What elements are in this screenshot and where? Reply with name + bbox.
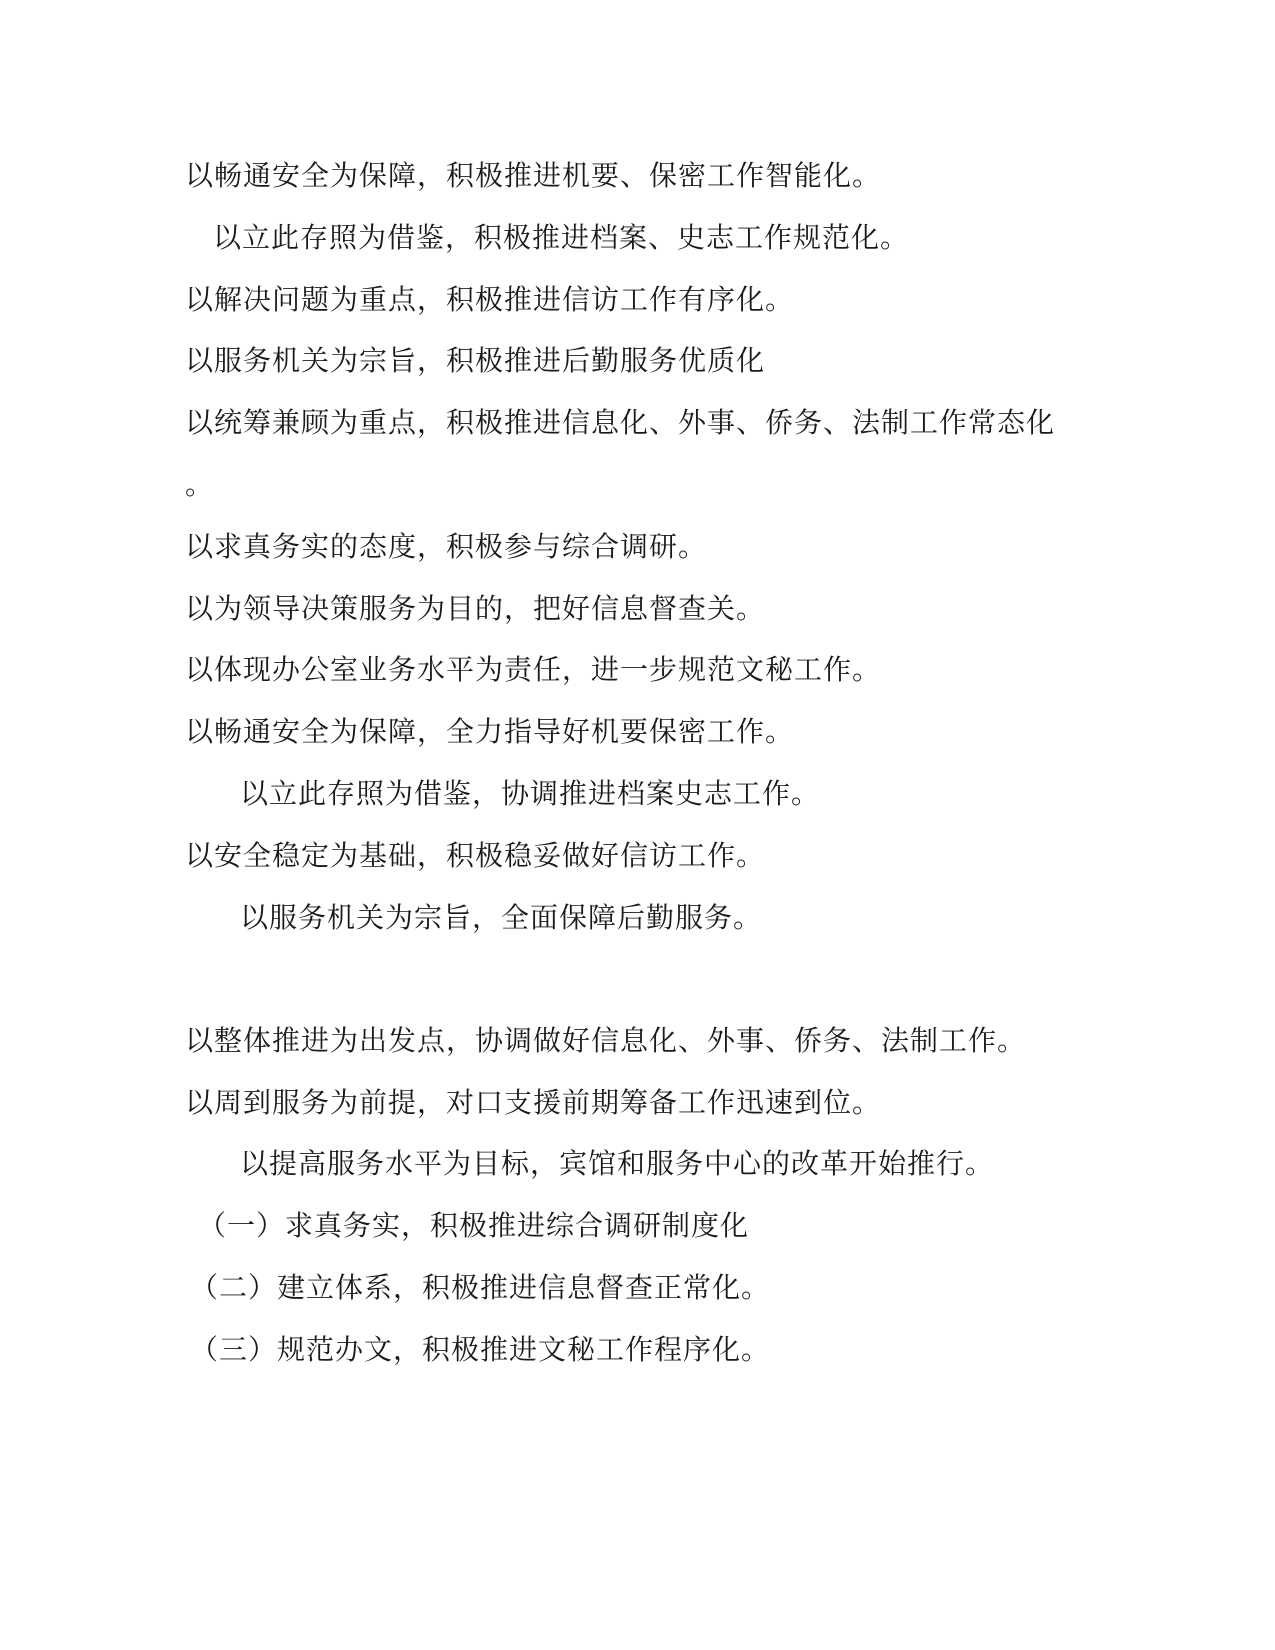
text-line-4: 以服务机关为宗旨，积极推进后勤服务优质化 (185, 344, 766, 377)
text-line-14: 以整体推进为出发点，协调做好信息化、外事、侨务、法制工作。 (185, 1024, 1027, 1057)
text-line-3: 以解决问题为重点，积极推进信访工作有序化。 (185, 283, 795, 316)
text-line-11: 以立此存照为借鉴，协调推进档案史志工作。 (240, 777, 821, 810)
text-line-6: 。 (185, 468, 215, 501)
text-line-8: 以为领导决策服务为目的，把好信息督查关。 (185, 592, 766, 625)
text-line-10: 以畅通安全为保障，全力指导好机要保密工作。 (185, 715, 795, 748)
text-line-1: 以畅通安全为保障，积极推进机要、保密工作智能化。 (185, 159, 882, 192)
text-line-9: 以体现办公室业务水平为责任，进一步规范文秘工作。 (185, 653, 882, 686)
text-line-13: 以服务机关为宗旨，全面保障后勤服务。 (240, 901, 763, 934)
text-line-2: 以立此存照为借鉴，积极推进档案、史志工作规范化。 (213, 221, 910, 254)
text-line-18: （二）建立体系，积极推进信息督查正常化。 (190, 1271, 771, 1304)
text-line-7: 以求真务实的态度，积极参与综合调研。 (185, 530, 708, 563)
text-line-17: （一）求真务实，积极推进综合调研制度化 (198, 1209, 750, 1242)
text-line-12: 以安全稳定为基础，积极稳妥做好信访工作。 (185, 839, 766, 872)
text-line-16: 以提高服务水平为目标，宾馆和服务中心的改革开始推行。 (240, 1147, 995, 1180)
text-line-15: 以周到服务为前提，对口支援前期筹备工作迅速到位。 (185, 1086, 882, 1119)
text-line-5: 以统筹兼顾为重点，积极推进信息化、外事、侨务、法制工作常态化 (185, 406, 1056, 439)
text-line-19: （三）规范办文，积极推进文秘工作程序化。 (190, 1333, 771, 1366)
